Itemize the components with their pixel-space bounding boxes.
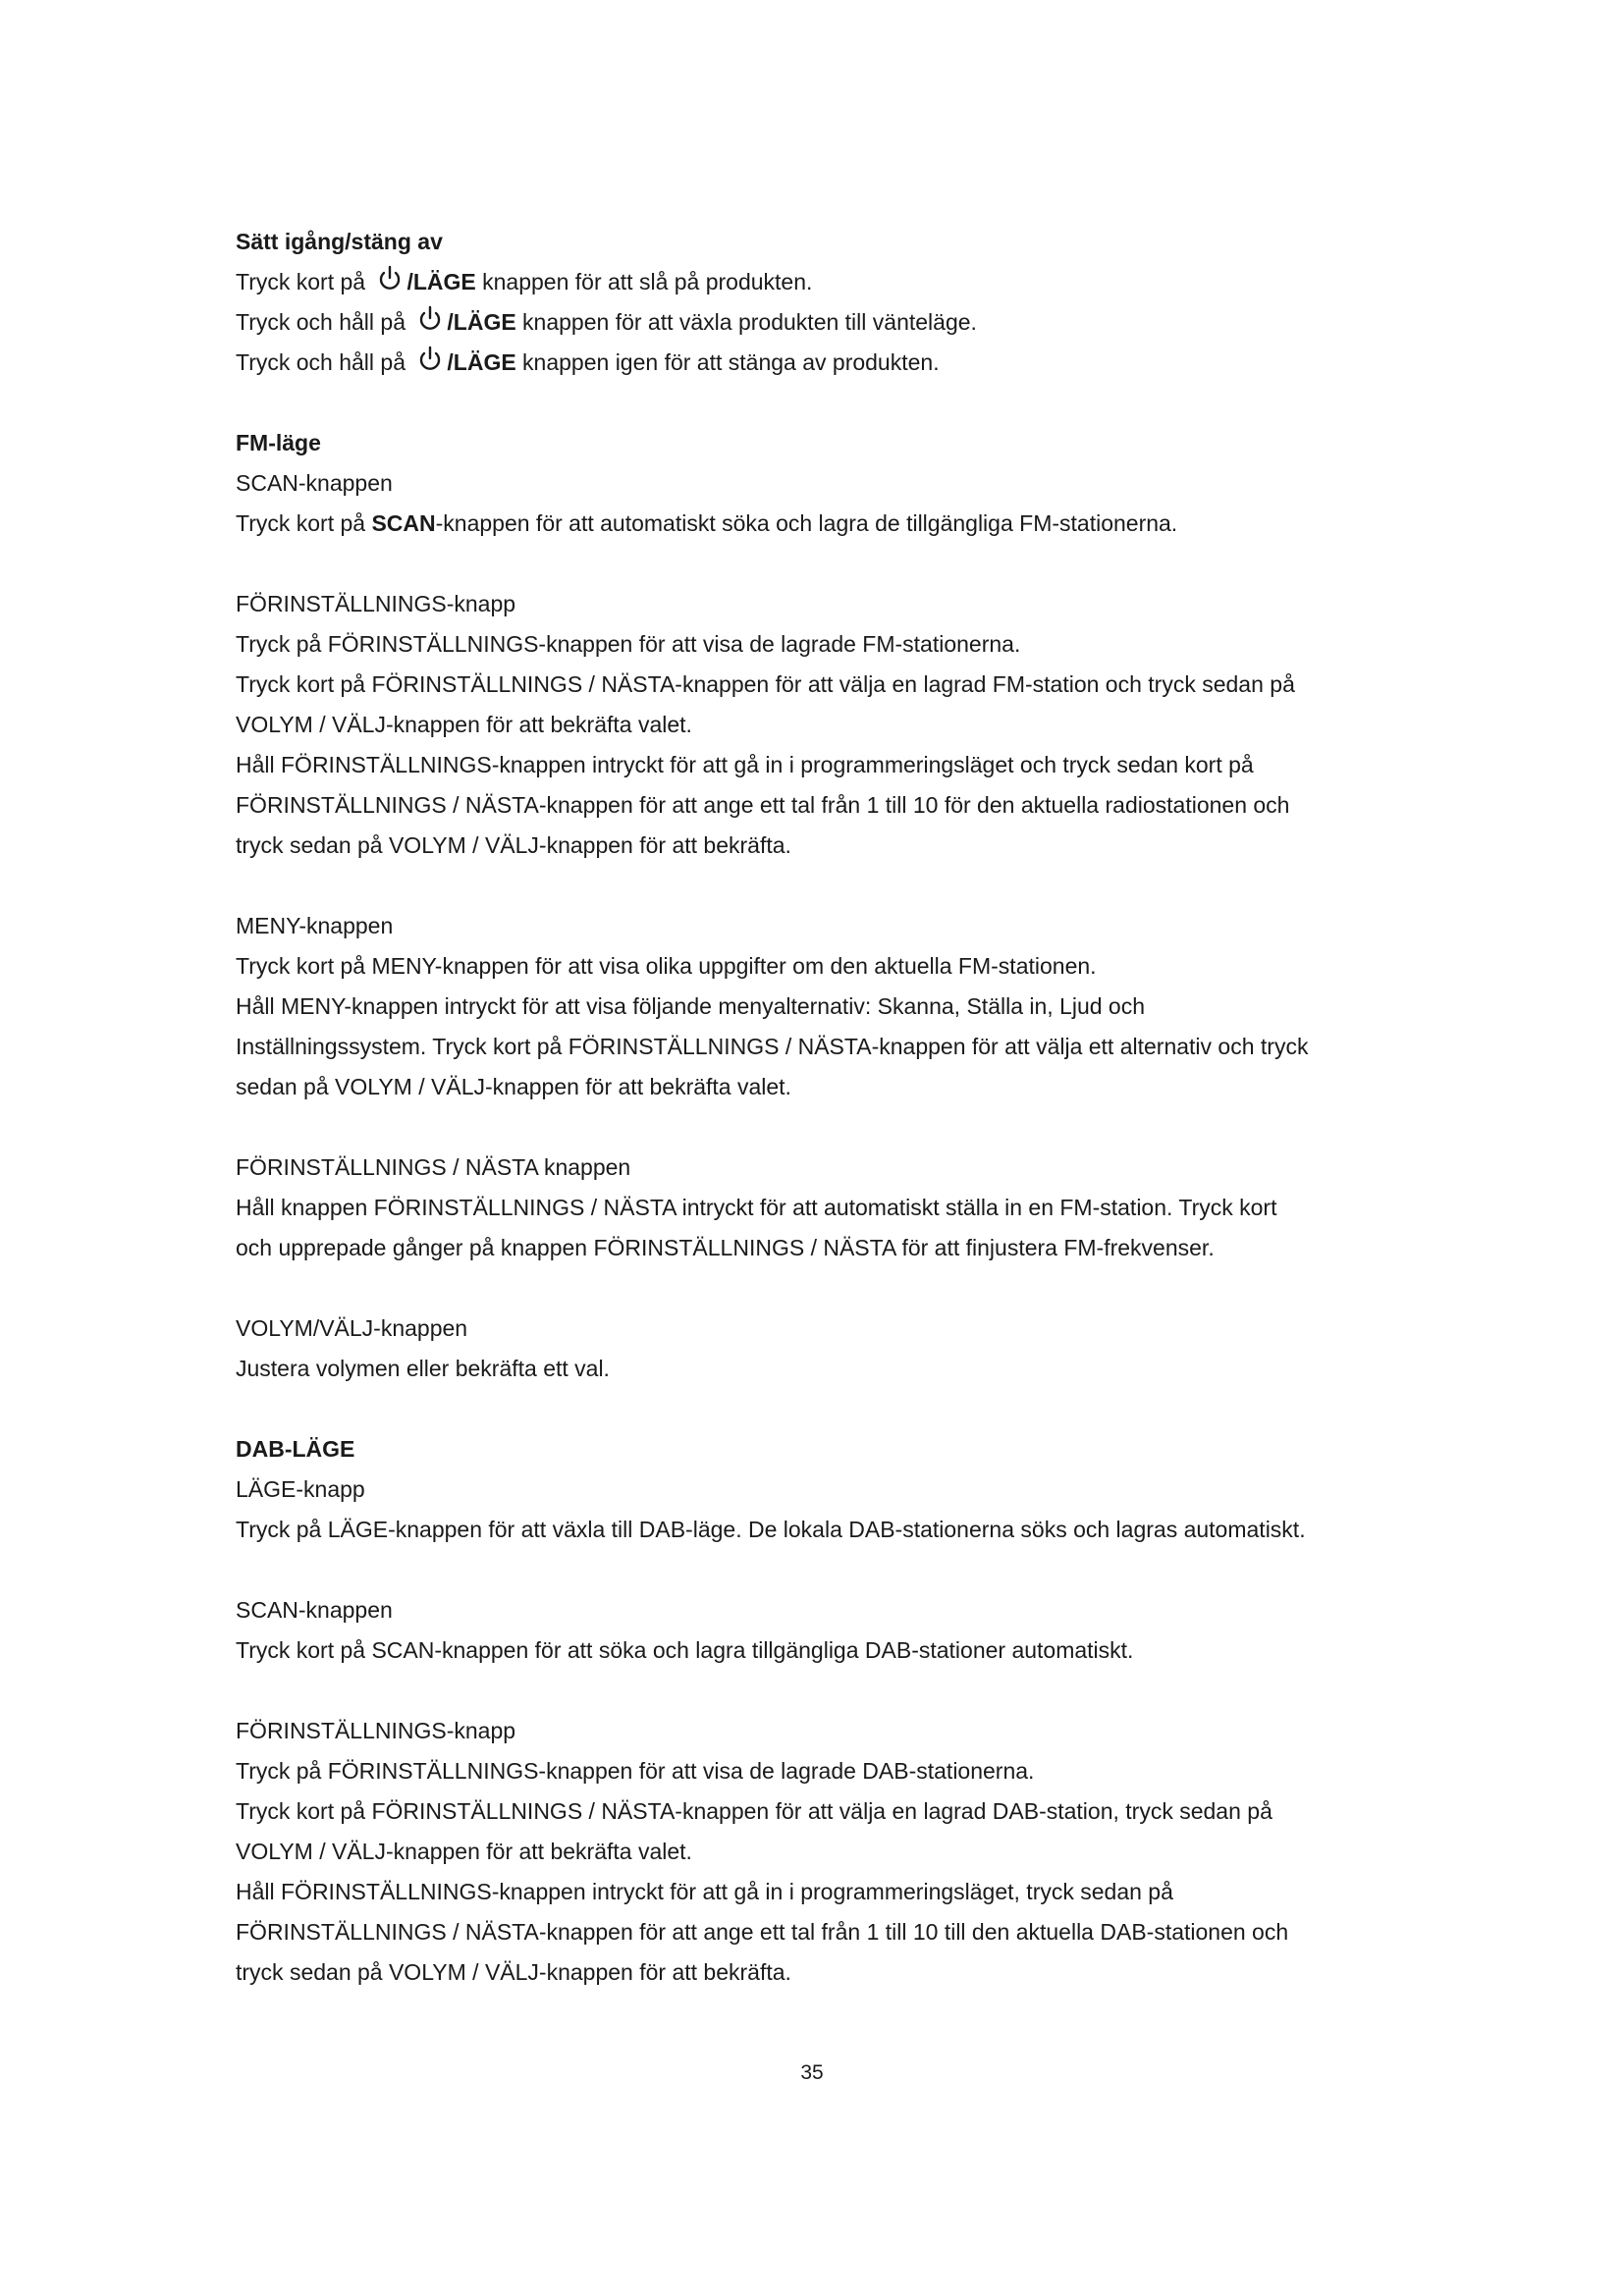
dab-mode-title: LÄGE-knapp — [236, 1476, 365, 1502]
power-line-2: Tryck och håll på /LÄGE knappen för att växla produkten till vänteläge. — [236, 302, 1414, 343]
dab-preset-text: FÖRINSTÄLLNINGS / NÄSTA-knappen för att ange ett tal från 1 till 10 till den aktuella DAB-stationen och — [236, 1919, 1289, 1945]
dab-preset-text: Tryck på FÖRINSTÄLLNINGS-knappen för att visa de lagrade DAB-stationerna. — [236, 1758, 1035, 1784]
fm-preset-text: Tryck på FÖRINSTÄLLNINGS-knappen för att visa de lagrade FM-stationerna. — [236, 631, 1021, 657]
fm-volume-title: VOLYM/VÄLJ-knappen — [236, 1315, 468, 1341]
fm-volume-text: Justera volymen eller bekräfta ett val. — [236, 1356, 610, 1381]
fm-preset-text: Tryck kort på FÖRINSTÄLLNINGS / NÄSTA-knappen för att välja en lagrad FM-station och tryck sedan på — [236, 671, 1295, 697]
fm-menu-title: MENY-knappen — [236, 913, 394, 938]
dab-preset-text: tryck sedan på VOLYM / VÄLJ-knappen för att bekräfta. — [236, 1959, 791, 1985]
fm-preset-text: tryck sedan på VOLYM / VÄLJ-knappen för att bekräfta. — [236, 832, 791, 858]
fm-scan-text: Tryck kort på SCAN-knappen för att automatiskt söka och lagra de tillgängliga FM-stationerna. — [236, 510, 1178, 536]
section-heading-fm: FM-läge — [236, 430, 321, 455]
dab-mode-text: Tryck på LÄGE-knappen för att växla till DAB-läge. De lokala DAB-stationerna söks och lagras automatiskt. — [236, 1517, 1306, 1542]
fm-menu-text: Inställningssystem. Tryck kort på FÖRINSTÄLLNINGS / NÄSTA-knappen för att välja ett alternativ och tryck — [236, 1034, 1309, 1059]
fm-next-text: Håll knappen FÖRINSTÄLLNINGS / NÄSTA intryckt för att automatiskt ställa in en FM-station. Tryck kort — [236, 1195, 1277, 1220]
section-heading-power: Sätt igång/stäng av — [236, 229, 443, 254]
power-line-1: Tryck kort på /LÄGE knappen för att slå på produkten. — [236, 262, 1414, 302]
dab-preset-text: VOLYM / VÄLJ-knappen för att bekräfta valet. — [236, 1839, 692, 1864]
fm-preset-text: Håll FÖRINSTÄLLNINGS-knappen intryckt för att gå in i programmeringsläget och tryck sedan kort på — [236, 752, 1254, 777]
section-heading-dab: DAB-LÄGE — [236, 1436, 355, 1462]
fm-menu-text: Tryck kort på MENY-knappen för att visa olika uppgifter om den aktuella FM-stationen. — [236, 953, 1097, 979]
mode-key-label: /LÄGE — [406, 269, 476, 294]
dab-preset-title: FÖRINSTÄLLNINGS-knapp — [236, 1718, 516, 1743]
mode-key-label: /LÄGE — [447, 309, 516, 335]
dab-preset-text: Håll FÖRINSTÄLLNINGS-knappen intryckt för att gå in i programmeringsläget, tryck sedan på — [236, 1879, 1173, 1904]
power-icon — [415, 304, 445, 334]
fm-next-title: FÖRINSTÄLLNINGS / NÄSTA knappen — [236, 1154, 631, 1180]
dab-scan-title: SCAN-knappen — [236, 1597, 393, 1623]
power-line-3: Tryck och håll på /LÄGE knappen igen för att stänga av produkten. — [236, 343, 1414, 383]
power-icon — [415, 345, 445, 374]
fm-scan-title: SCAN-knappen — [236, 470, 393, 496]
fm-preset-text: FÖRINSTÄLLNINGS / NÄSTA-knappen för att ange ett tal från 1 till 10 för den aktuella radiostationen och — [236, 792, 1290, 818]
power-icon — [375, 264, 405, 294]
fm-menu-text: sedan på VOLYM / VÄLJ-knappen för att bekräfta valet. — [236, 1074, 791, 1099]
fm-menu-text: Håll MENY-knappen intryckt för att visa följande menyalternativ: Skanna, Ställa in, Ljud och — [236, 993, 1146, 1019]
fm-preset-text: VOLYM / VÄLJ-knappen för att bekräfta valet. — [236, 712, 692, 737]
page-number: 35 — [800, 2061, 824, 2084]
mode-key-label: /LÄGE — [447, 349, 516, 375]
fm-next-text: och upprepade gånger på knappen FÖRINSTÄLLNINGS / NÄSTA för att finjustera FM-frekvenser. — [236, 1235, 1215, 1260]
fm-preset-title: FÖRINSTÄLLNINGS-knapp — [236, 591, 516, 616]
manual-page — [236, 222, 1414, 1993]
dab-scan-text: Tryck kort på SCAN-knappen för att söka och lagra tillgängliga DAB-stationer automatiskt. — [236, 1637, 1134, 1663]
dab-preset-text: Tryck kort på FÖRINSTÄLLNINGS / NÄSTA-knappen för att välja en lagrad DAB-station, tryck sedan på — [236, 1798, 1272, 1824]
